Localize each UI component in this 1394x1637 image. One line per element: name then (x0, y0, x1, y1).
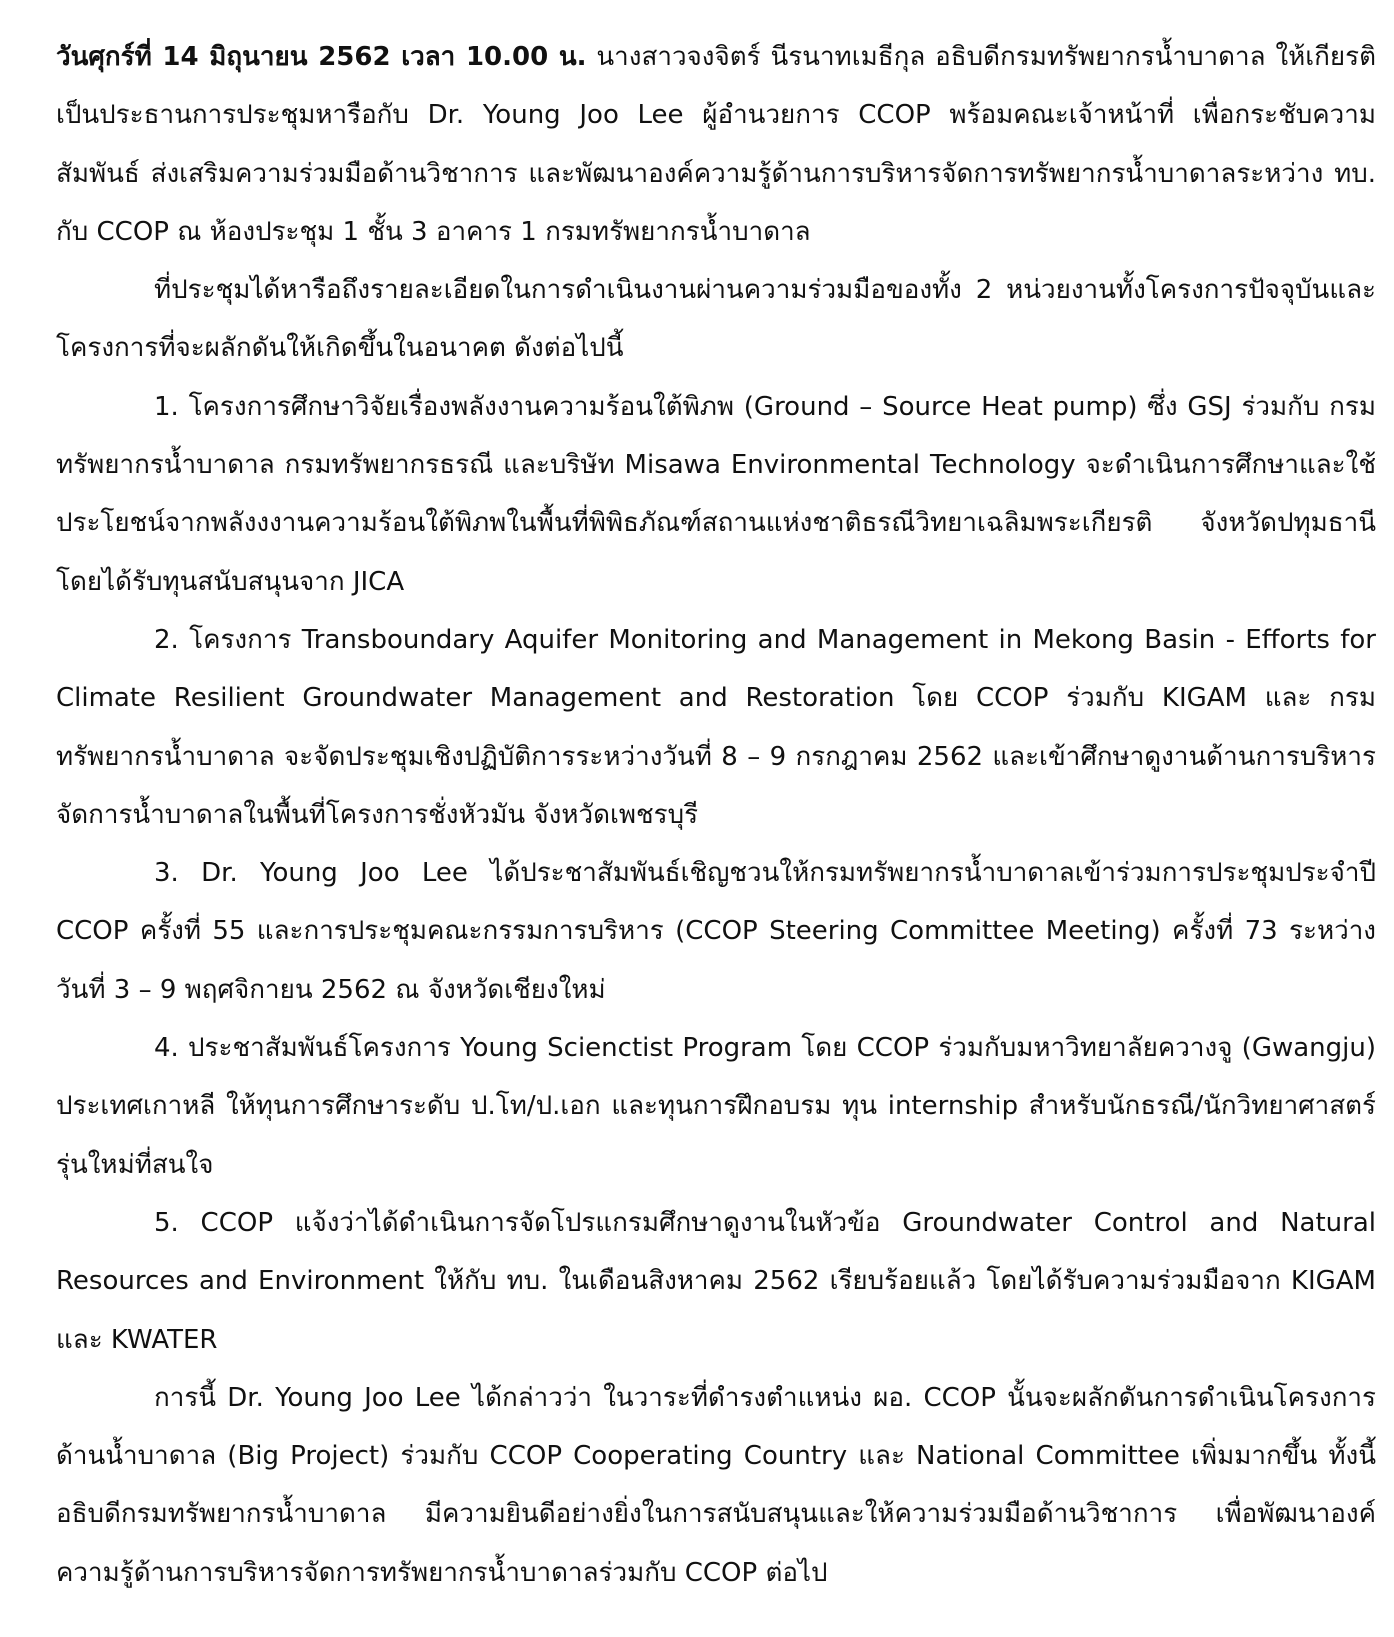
item-paragraph-2: 2. โครงการ Transboundary Aquifer Monitoring and Management in Mekong Basin - Efforts for Climate Resilient Groundwater Management and Restoration โดย CCOP ร่วมกับ KIGAM และ กรมทรัพยากรน้ำบาดาล จะจัดประชุมเชิงปฏิบัติการระหว่างวันที่ 8 – 9 กรกฎาคม 2562 และเข้าศึกษาดูงานด้านการบริหารจัดการน้ำบาดาลในพื้นที่โครงการชั่งหัวมัน จังหวัดเพชรบุรี (56, 624, 1376, 830)
summary-paragraph: ที่ประชุมได้หารือถึงรายละเอียดในการดำเนินงานผ่านความร่วมมือของทั้ง 2 หน่วยงานทั้งโครงการปัจจุบันและโครงการที่จะผลักดันให้เกิดขึ้นในอนาคต ดังต่อไปนี้ (56, 275, 1376, 364)
item-paragraph-1: 1. โครงการศึกษาวิจัยเรื่องพลังงานความร้อนใต้พิภพ (Ground – Source Heat pump) ซึ่ง GSJ ร่วมกับ กรมทรัพยากรน้ำบาดาล กรมทรัพยากรธรณี และบริษัท Misawa Environmental Technology จะดำเนินการศึกษาและใช้ประโยชน์จากพลังงงานความร้อนใต้พิภพในพื้นที่พิพิธภัณฑ์สถานแห่งชาติธรณีวิทยาเฉลิมพระเกียรติ จังหวัดปทุมธานี โดยได้รับทุนสนับสนุนจาก JICA (56, 391, 1376, 597)
item-paragraph-5: 5. CCOP แจ้งว่าได้ดำเนินการจัดโปรแกรมศึกษาดูงานในหัวข้อ Groundwater Control and Natural Resources and Environment ให้กับ ทบ. ในเดือนสิงหาคม 2562 เรียบร้อยแล้ว โดยได้รับความร่วมมือจาก KIGAM และ KWATER (56, 1207, 1376, 1355)
item-paragraph-4: 4. ประชาสัมพันธ์โครงการ Young Scienctist Program โดย CCOP ร่วมกับมหาวิทยาลัยควางจู (Gwangju) ประเทศเกาหลี ให้ทุนการศึกษาระดับ ป.โท/ป.เอก และทุนการฝึกอบรม ทุน internship สำหรับนักธรณี/นักวิทยาศาสตร์รุ่นใหม่ที่สนใจ (56, 1033, 1376, 1180)
document-body (56, 28, 1376, 1602)
meeting-date: วันศุกร์ที่ 14 มิถุนายน 2562 เวลา 10.00 น. (56, 42, 587, 72)
closing-paragraph: การนี้ Dr. Young Joo Lee ได้กล่าวว่า ในวาระที่ดำรงตำแหน่ง ผอ. CCOP นั้นจะผลักดันการดำเนินโครงการด้านน้ำบาดาล (Big Project) ร่วมกับ CCOP Cooperating Country และ National Committee เพิ่มมากขึ้น ทั้งนี้ อธิบดีกรมทรัพยากรน้ำบาดาล มีความยินดีอย่างยิ่งในการสนับสนุนและให้ความร่วมมือด้านวิชาการ เพื่อพัฒนาองค์ความรู้ด้านการบริหารจัดการทรัพยากรน้ำบาดาลร่วมกับ CCOP ต่อไป (56, 1382, 1376, 1588)
item-paragraph-3: 3. Dr. Young Joo Lee ได้ประชาสัมพันธ์เชิญชวนให้กรมทรัพยากรน้ำบาดาลเข้าร่วมการประชุมประจำปี CCOP ครั้งที่ 55 และการประชุมคณะกรรมการบริหาร (CCOP Steering Committee Meeting) ครั้งที่ 73 ระหว่างวันที่ 3 – 9 พฤศจิกายน 2562 ณ จังหวัดเชียงใหม่ (56, 858, 1376, 1005)
intro-text: นางสาวจงจิตร์ นีรนาทเมธีกุล อธิบดีกรมทรัพยากรน้ำบาดาล ให้เกียรติเป็นประธานการประชุมหารือกับ Dr. Young Joo Lee ผู้อำนวยการ CCOP พร้อมคณะเจ้าหน้าที่ เพื่อกระชับความสัมพันธ์ ส่งเสริมความร่วมมือด้านวิชาการ และพัฒนาองค์ความรู้ด้านการบริหารจัดการทรัพยากรน้ำบาดาลระหว่าง ทบ. กับ CCOP ณ ห้องประชุม 1 ชั้น 3 อาคาร 1 กรมทรัพยากรน้ำบาดาล (56, 42, 1376, 247)
intro-paragraph (56, 28, 1376, 261)
